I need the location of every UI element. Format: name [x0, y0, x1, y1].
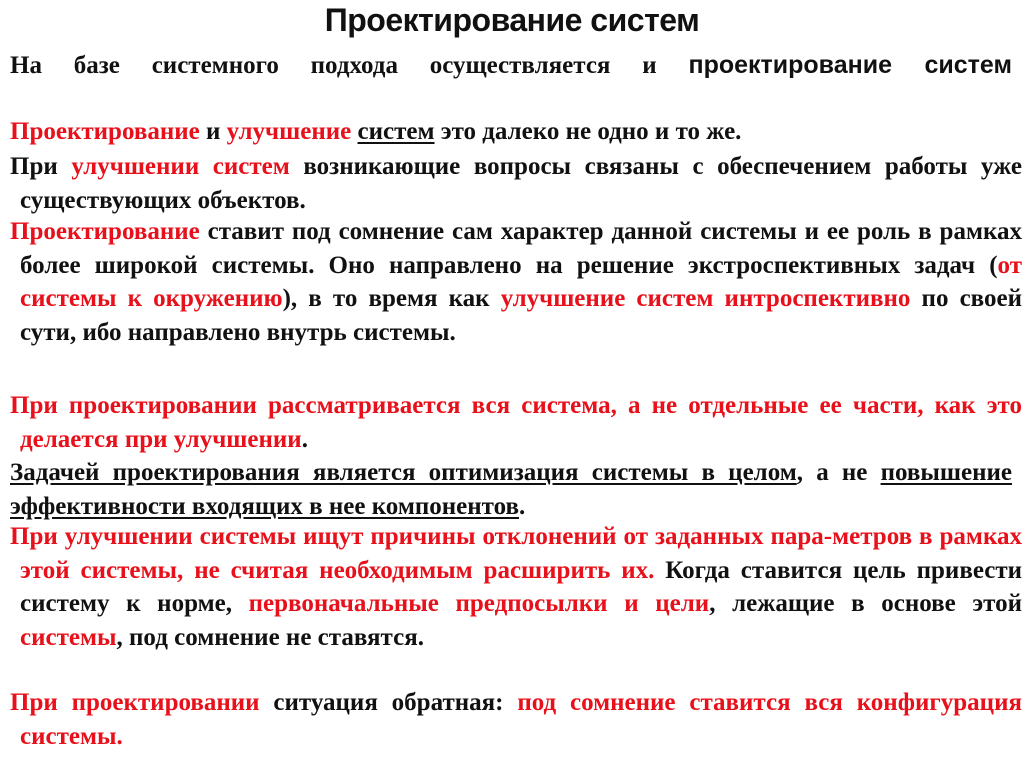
p8-red-c: конфигурация системы. — [20, 689, 1023, 750]
paragraph-8 — [10, 686, 1022, 753]
paragraph-5 — [10, 389, 1022, 456]
p1-text: На базе системного подхода осуществляется и — [10, 52, 657, 79]
p3-intro: При — [10, 153, 72, 180]
p4-direction: от системы к окружению — [20, 251, 1022, 312]
p7-text-a: Когда ставится цель привести систему к норме, — [20, 556, 1022, 617]
p7-red-a: При улучшении системы ищут причины отклонений от заданных пара-метров в рамках этой системы, не считая необходимым расширить их. — [10, 523, 1022, 584]
p5-dot: . — [301, 425, 308, 453]
p4-text-c: по своей сути, ибо направлено внутрь системы. — [20, 285, 1022, 346]
paragraph-2 — [10, 115, 1012, 149]
p3-rest: возникающие вопросы связаны с обеспечением работы уже существующих объектов. — [20, 153, 1022, 214]
p8-text: ситуация обратная: — [259, 689, 518, 716]
paragraph-6 — [10, 456, 1012, 523]
p4-text-a: ставит под сомнение сам характер данной системы и ее роль в рамках более широкой системы. Оно направлено на решение экстроспективных задач ( — [20, 218, 1022, 279]
p7-text-b: , лежащие в основе этой — [709, 590, 1022, 617]
slide-title: Проектирование систем — [324, 2, 700, 38]
paragraph-4 — [10, 215, 1022, 349]
p5-text: При проектировании рассматривается вся система, а не отдельные ее части, как это делается при улучшении — [10, 392, 1022, 453]
p2-systems: систем — [357, 118, 435, 145]
p7-text-c: , под сомнение не ставятся. — [116, 623, 425, 651]
paragraph-3 — [10, 150, 1022, 217]
p2-term-design: Проектирование — [10, 118, 200, 145]
p3-term: улучшении систем — [71, 153, 290, 180]
p6-dot: . — [519, 492, 526, 520]
p8-red-b: под сомнение ставится вся — [517, 689, 843, 716]
paragraph-1 — [10, 49, 1012, 83]
p2-term-improve: улучшение — [226, 118, 352, 145]
p4-text-b: ), в то время как — [282, 285, 501, 312]
p6-text: , а не — [796, 459, 881, 486]
p1-highlight: проектирование систем — [688, 51, 1012, 79]
paragraph-7 — [10, 520, 1022, 654]
p2-rest: это далеко не одно и то же. — [434, 118, 742, 145]
p4-term: Проектирование — [10, 218, 200, 245]
p2-and: и — [199, 118, 227, 145]
p8-red-a: При проектировании — [10, 689, 260, 716]
p7-red-c: системы — [20, 623, 117, 651]
p6-underlined-b: повышение эффективности входящих в нее компонентов — [10, 459, 1012, 520]
p7-red-b: первоначальные предпосылки и цели — [248, 590, 710, 617]
p6-underlined-a: Задачей проектирования является оптимизация системы в целом — [10, 459, 797, 486]
p4-introspective: улучшение систем интроспективно — [500, 285, 911, 312]
